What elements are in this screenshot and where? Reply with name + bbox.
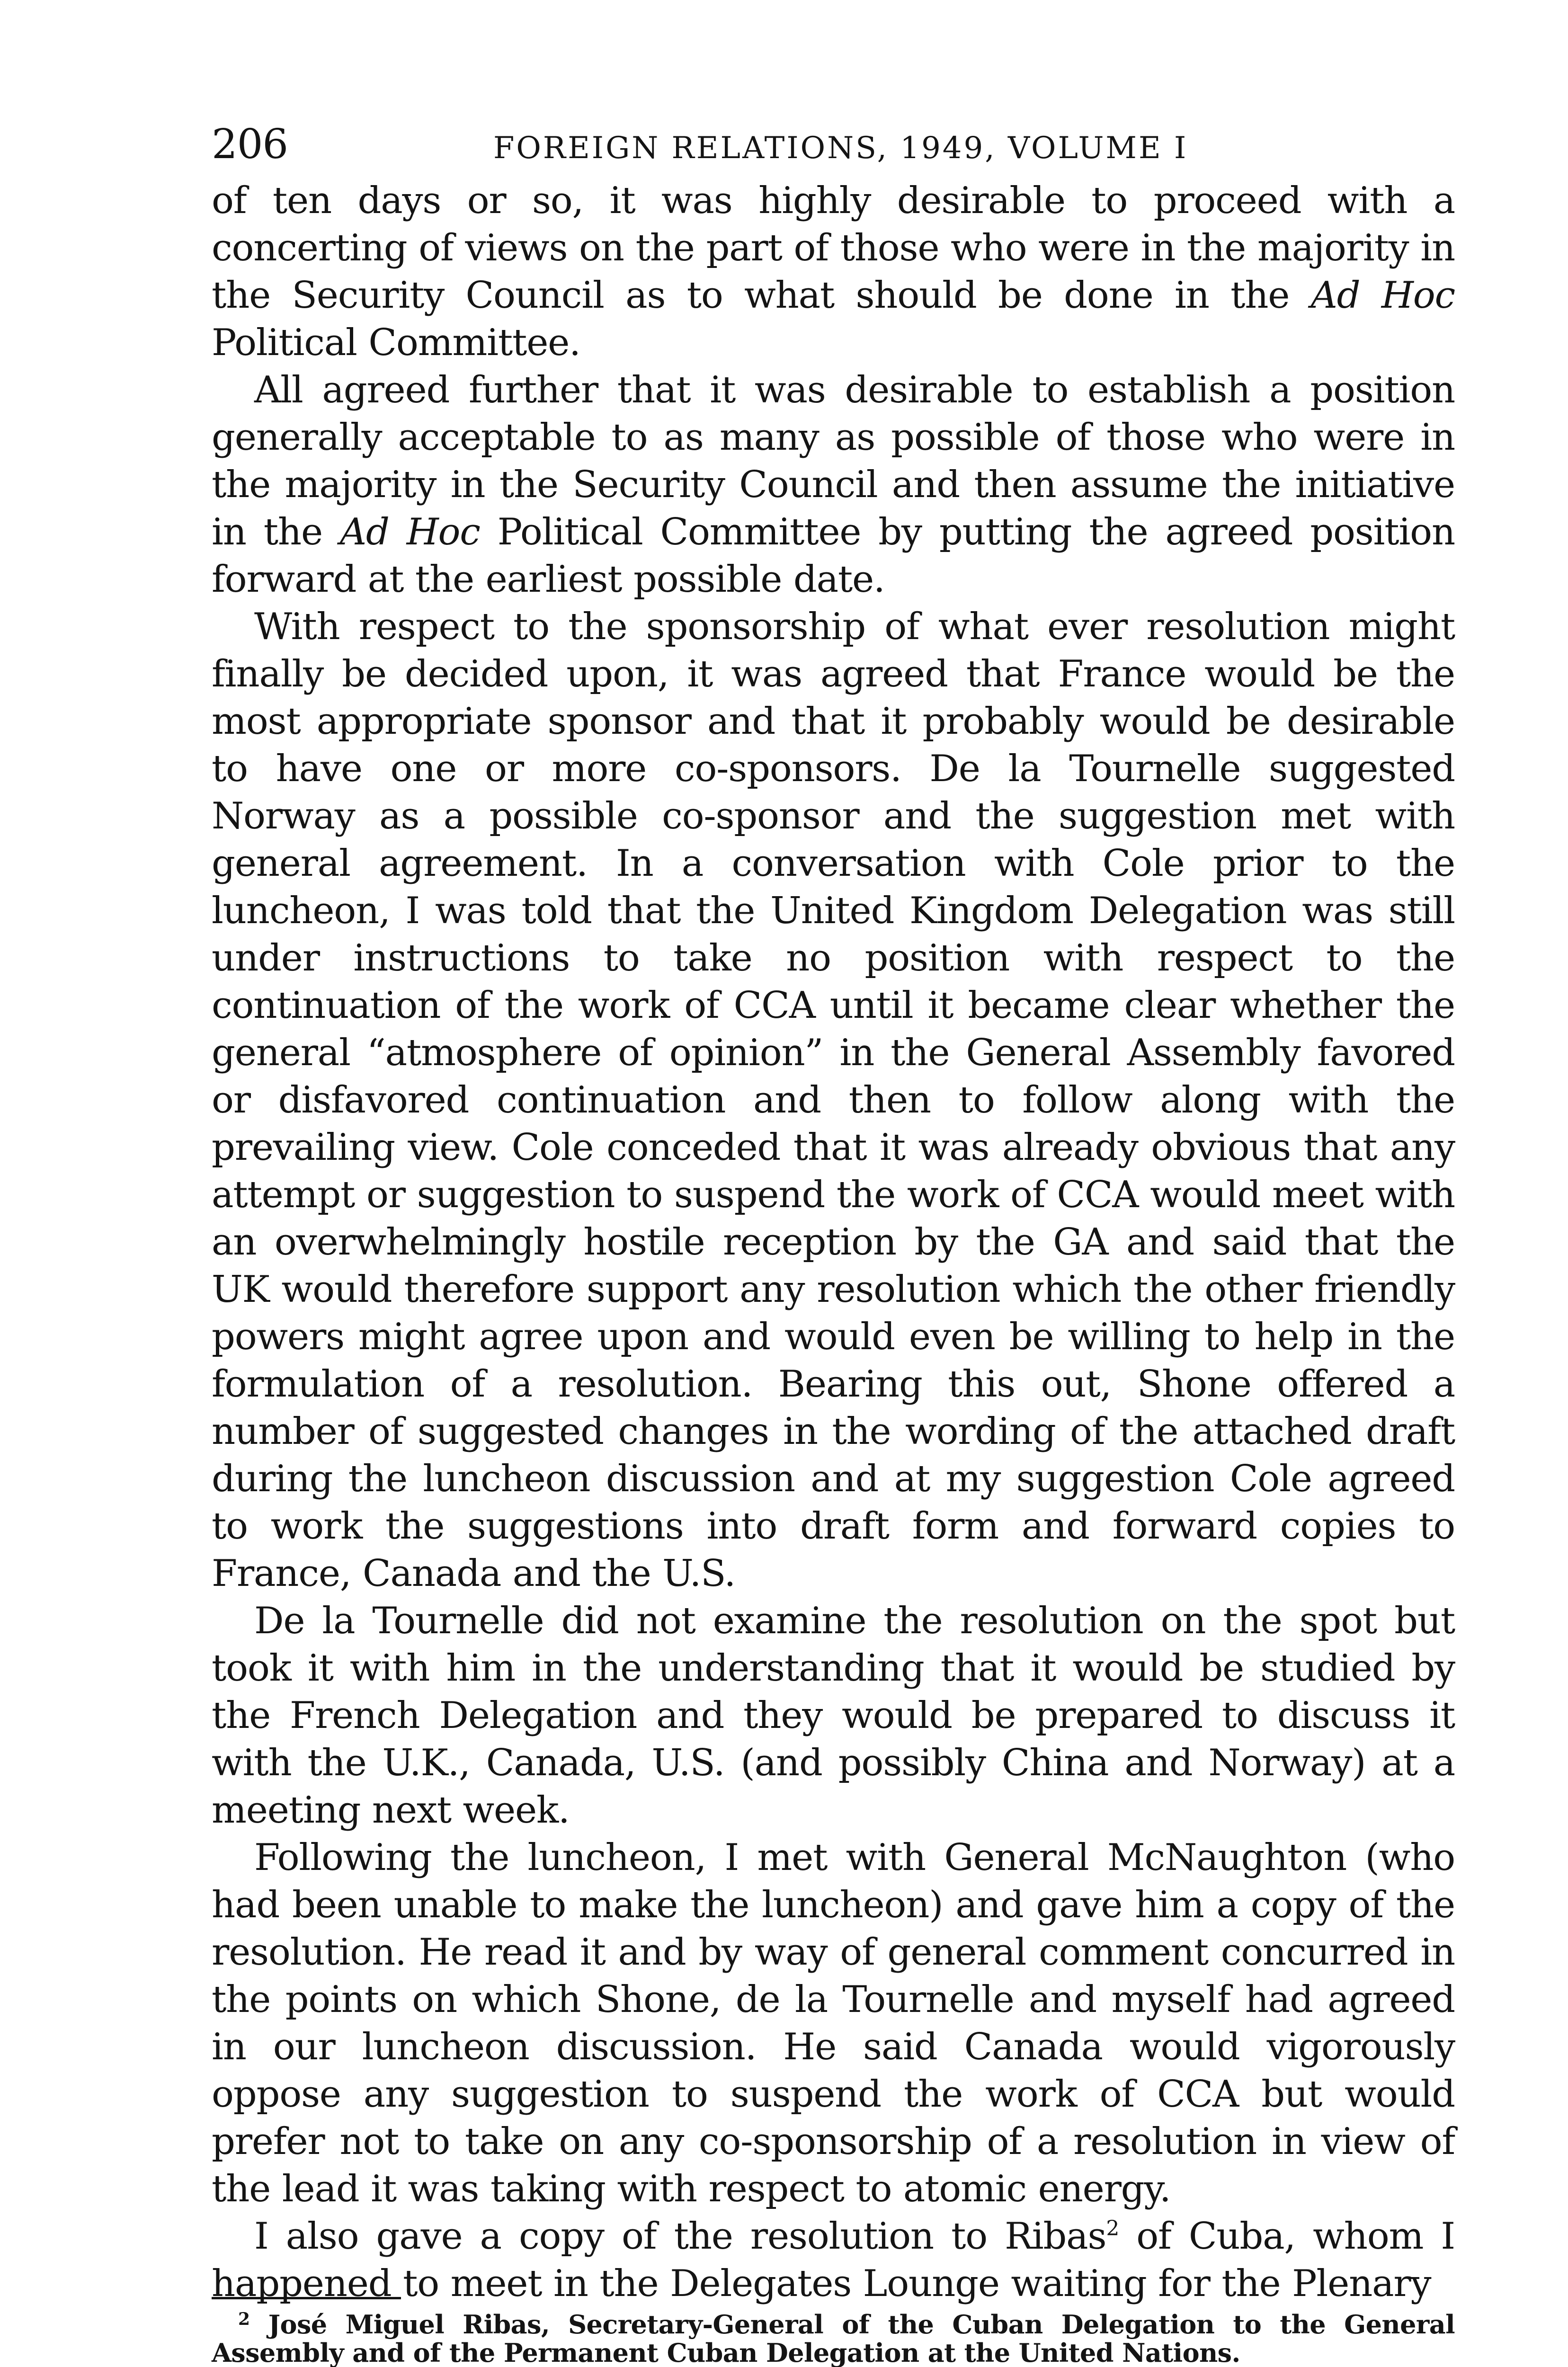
paragraph-text: I also gave a copy of the resolution to Ribas	[254, 2215, 1106, 2258]
italic-committee-name: Ad Hoc	[1310, 274, 1455, 317]
footnote-divider	[212, 2297, 401, 2299]
paragraph	[212, 2213, 1455, 2307]
paragraph-text: of Cuba, whom I happened to meet in the Delegates Lounge waiting for the Plenary	[212, 2215, 1455, 2305]
footnote-reference: 2	[1106, 2216, 1119, 2241]
running-header	[212, 121, 1455, 175]
footnote-marker: 2	[238, 2309, 250, 2329]
running-title: FOREIGN RELATIONS, 1949, VOLUME I	[493, 131, 1188, 166]
page-content	[212, 121, 1455, 2307]
paragraph: Following the luncheon, I met with General McNaughton (who had been unable to make the luncheon) and gave him a copy of the resolution. He read it and by way of general comment concurred in the points on which Shone, de la Tournelle and myself had agreed in our luncheon discussion. He said Canada would vigorously oppose any suggestion to suspend the work of CCA but would prefer not to take on any co-sponsorship of a resolution in view of the lead it was taking with respect to atomic energy.	[212, 1836, 1455, 2210]
paragraph-text: All agreed further that it was desirable to establish a position generally acceptable to as many as possible of those who were in the majority in the Security Council and then assume the initiative in the	[212, 369, 1455, 553]
paragraph: With respect to the sponsorship of what ever resolution might finally be decided upon, it was agreed that France would be the most appropriate sponsor and that it probably would be desirable to have one or more co-sponsors. De la Tournelle suggested Norway as a possible co-sponsor and the suggestion met with general agreement. In a conversation with Cole prior to the luncheon, I was told that the United Kingdom Delegation was still under instructions to take no position with respect to the continuation of the work of CCA until it became clear whether the general “atmosphere of opinion” in the General Assembly favored or disfavored continuation and then to follow along with the prevailing view. Cole conceded that it was already obvious that any attempt or suggestion to suspend the work of CCA would meet with an overwhelmingly hostile reception by the GA and said that the UK would therefore support any resolution which the other friendly powers might agree upon and would even be willing to help in the formulation of a resolution. Bearing this out, Shone offered a number of suggested changes in the wording of the attached draft during the luncheon discussion and at my suggestion Cole agreed to work the suggestions into draft form and forward copies to France, Canada and the U.S.	[212, 605, 1455, 1595]
footnote	[212, 2310, 1455, 2367]
footnote-text: José Miguel Ribas, Secretary-General of the Cuban Delegation to the General Assembly and of the Permanent Cuban Delegation at the United Nations.	[212, 2309, 1455, 2367]
paragraph: De la Tournelle did not examine the resolution on the spot but took it with him in the understanding that it would be studied by the French Delegation and they would be prepared to discuss it with the U.K., Canada, U.S. (and possibly China and Norway) at a meeting next week.	[212, 1600, 1455, 1832]
paragraph-text: of ten days or so, it was highly desirable to proceed with a concerting of views on the part of those who were in the majority in the Security Council as to what should be done in the	[212, 179, 1455, 317]
italic-committee-name: Ad Hoc	[339, 511, 480, 553]
paragraph-text: Political Committee by putting the agreed position forward at the earliest possible date.	[212, 511, 1455, 601]
paragraph-continued	[212, 177, 1455, 366]
paragraph	[212, 366, 1455, 603]
paragraph-text: Political Committee.	[212, 321, 580, 364]
page-number: 206	[212, 121, 288, 168]
body-text	[212, 177, 1455, 2307]
